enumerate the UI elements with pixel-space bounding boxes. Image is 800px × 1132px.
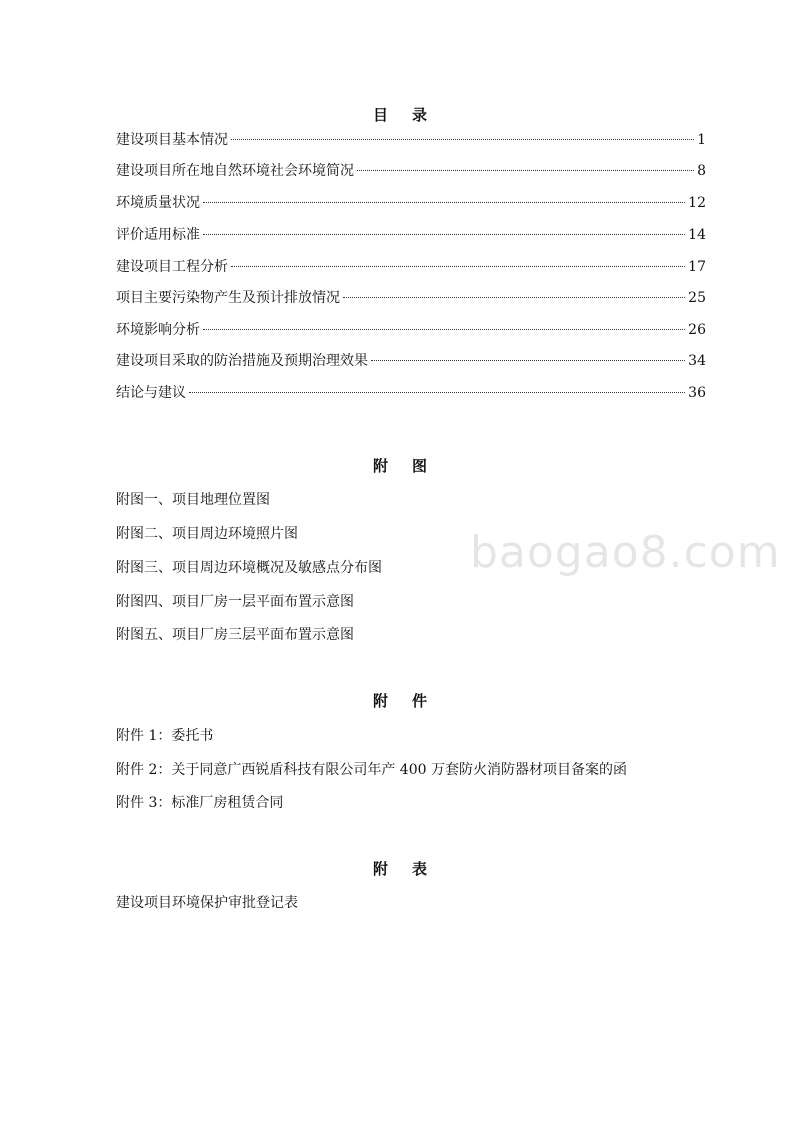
toc-entry[interactable] <box>116 319 706 341</box>
toc-leader-dots <box>343 296 685 298</box>
toc-entry-title: 结论与建议 <box>116 385 186 401</box>
toc-entry-title: 项目主要污染物产生及预计排放情况 <box>116 290 340 306</box>
watermark: baogao8.com <box>470 527 781 578</box>
toc-leader-dots <box>189 391 685 393</box>
attachment-item: 附件 2：关于同意广西锐盾科技有限公司年产 400 万套防火消防器材项目备案的函 <box>116 762 627 778</box>
toc-leader-dots <box>231 265 685 267</box>
toc-entry-page: 17 <box>688 259 706 275</box>
toc-entry[interactable] <box>116 224 706 246</box>
toc-heading: 目录 <box>372 106 451 124</box>
toc-entry-title: 环境质量状况 <box>116 195 200 211</box>
toc-entry[interactable] <box>116 256 706 278</box>
toc-leader-dots <box>371 359 685 361</box>
toc-leader-dots <box>231 138 694 140</box>
figure-item: 附图二、项目周边环境照片图 <box>116 526 298 542</box>
toc-leader-dots <box>357 169 694 171</box>
toc-entry-page: 25 <box>688 290 706 306</box>
table-item: 建设项目环境保护审批登记表 <box>116 895 298 911</box>
toc-entry-title: 环境影响分析 <box>116 322 200 338</box>
toc-entry[interactable] <box>116 129 706 151</box>
toc-leader-dots <box>203 233 685 235</box>
toc-entry[interactable] <box>116 192 706 214</box>
figure-item: 附图四、项目厂房一层平面布置示意图 <box>116 594 354 610</box>
toc-entry-title: 建设项目基本情况 <box>116 132 228 148</box>
toc-leader-dots <box>203 201 685 203</box>
toc-entry[interactable] <box>116 382 706 404</box>
figures-heading: 附图 <box>372 457 451 475</box>
toc-entry-title: 建设项目工程分析 <box>116 259 228 275</box>
figure-item: 附图三、项目周边环境概况及敏感点分布图 <box>116 560 382 576</box>
tables-heading: 附表 <box>372 860 451 878</box>
attachment-item: 附件 1：委托书 <box>116 728 214 744</box>
toc-entry-page: 1 <box>697 132 706 148</box>
toc-entry-page: 12 <box>688 195 706 211</box>
figure-item: 附图五、项目厂房三层平面布置示意图 <box>116 627 354 643</box>
toc-entry-title: 建设项目所在地自然环境社会环境简况 <box>116 163 354 179</box>
figure-item: 附图一、项目地理位置图 <box>116 492 270 508</box>
toc-entry-page: 36 <box>688 385 706 401</box>
toc-entry-title: 评价适用标准 <box>116 227 200 243</box>
toc-entry-page: 14 <box>688 227 706 243</box>
toc-entry-page: 34 <box>688 353 706 369</box>
toc-entry[interactable] <box>116 287 706 309</box>
toc-entry[interactable] <box>116 160 706 182</box>
attachment-item: 附件 3：标准厂房租赁合同 <box>116 795 284 811</box>
attachments-heading: 附件 <box>372 692 451 710</box>
toc-entry[interactable] <box>116 350 706 372</box>
toc-entry-page: 8 <box>697 163 706 179</box>
toc-leader-dots <box>203 328 685 330</box>
toc-entry-title: 建设项目采取的防治措施及预期治理效果 <box>116 353 368 369</box>
toc-entry-page: 26 <box>688 322 706 338</box>
